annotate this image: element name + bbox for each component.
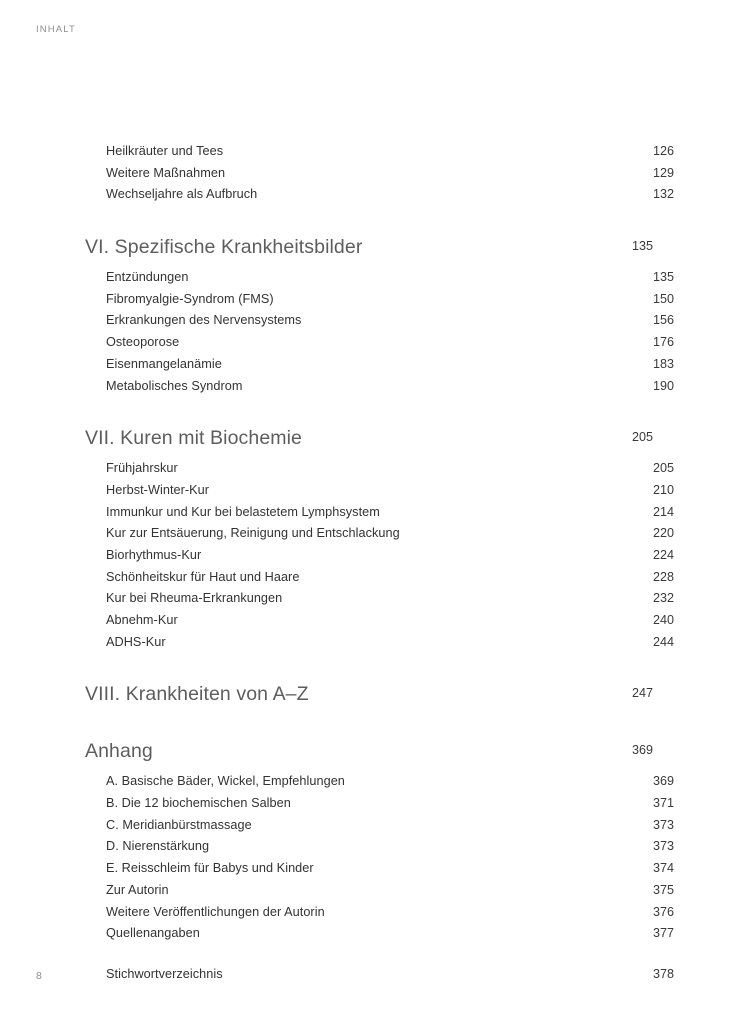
toc-entry-title: Heilkräuter und Tees <box>106 144 224 158</box>
toc-chapter-page-number: 205 <box>631 430 653 445</box>
toc-entry-page-number: 378 <box>652 966 674 981</box>
toc-entry-row[interactable] <box>85 796 674 818</box>
toc-entry-title: Herbst-Winter-Kur <box>106 482 210 497</box>
toc-chapter-row[interactable] <box>85 427 653 457</box>
toc-entry-title: Abnehm-Kur <box>106 613 178 627</box>
toc-entry-row[interactable] <box>85 635 674 657</box>
toc-entry-title: Fibromyalgie-Syndrom (FMS) <box>106 291 274 306</box>
toc-entry-row[interactable] <box>85 861 674 883</box>
toc-entry-page-number: 156 <box>652 313 674 328</box>
toc-entry-title: Weitere Veröffentlichungen der Autorin <box>106 904 325 919</box>
toc-entry-row[interactable] <box>85 313 674 335</box>
toc-entry-row[interactable] <box>85 905 674 927</box>
toc-entry-title: Quellenangaben <box>106 926 200 941</box>
toc-entry-row[interactable] <box>85 839 674 861</box>
toc-entry-row[interactable] <box>85 967 674 989</box>
page-number-folio: 8 <box>36 970 43 982</box>
toc-chapter-page-number: 135 <box>631 239 653 254</box>
toc-entry-page-number: 240 <box>652 613 674 627</box>
toc-entry-page-number: 373 <box>652 817 674 832</box>
toc-entry-page-number: 220 <box>652 526 674 541</box>
toc-entry-title: Schönheitskur für Haut und Haare <box>106 569 300 584</box>
toc-entry-page-number: 183 <box>652 356 674 371</box>
toc-entry-title: Immunkur und Kur bei belastetem Lymphsystem <box>106 504 380 519</box>
toc-entry-title: Stichwortverzeichnis <box>106 966 223 981</box>
toc-entry-page-number: 176 <box>652 335 674 350</box>
toc-chapter-title: VI. Spezifische Krankheitsbilder <box>85 236 363 259</box>
toc-entry-page-number: 224 <box>652 547 674 562</box>
toc-entry-row[interactable] <box>85 292 674 314</box>
toc-entry-title: Erkrankungen des Nervensystems <box>106 313 302 328</box>
toc-entry-row[interactable] <box>85 548 674 570</box>
toc-entry-page-number: 377 <box>652 926 674 941</box>
toc-chapter-page-number: 369 <box>631 743 653 758</box>
toc-entry-title: Frühjahrskur <box>106 461 178 476</box>
toc-entry-title: ADHS-Kur <box>106 634 166 649</box>
toc-entry-title: C. Meridianbürstmassage <box>106 817 252 832</box>
toc-chapter-title: VII. Kuren mit Biochemie <box>85 427 302 450</box>
toc-entry-row[interactable] <box>85 883 674 905</box>
toc-entry-row[interactable] <box>85 483 674 505</box>
toc-entry-page-number: 374 <box>652 861 674 876</box>
toc-entry-title: Biorhythmus-Kur <box>106 547 202 562</box>
toc-entry-page-number: 369 <box>652 774 674 789</box>
toc-entry-row[interactable] <box>85 335 674 357</box>
toc-entry-page-number: 244 <box>652 634 674 649</box>
toc-block-spacer <box>85 209 653 236</box>
toc-block-spacer <box>85 400 653 427</box>
toc-entry-row[interactable] <box>85 570 674 592</box>
toc-entry-page-number: 375 <box>652 882 674 897</box>
toc-entry-page-number: 214 <box>652 504 674 519</box>
toc-entry-page-number: 373 <box>652 839 674 854</box>
toc-entry-row[interactable] <box>85 526 674 548</box>
toc-entry-row[interactable] <box>85 613 674 635</box>
toc-entry-title: Zur Autorin <box>106 882 169 897</box>
toc-entry-row[interactable] <box>85 774 674 796</box>
toc-entry-title: Metabolisches Syndrom <box>106 378 243 393</box>
toc-entry-row[interactable] <box>85 144 674 166</box>
toc-entry-row[interactable] <box>85 926 674 948</box>
toc-chapter-title: VIII. Krankheiten von A–Z <box>85 683 309 706</box>
toc-entry-title: D. Nierenstärkung <box>106 839 210 854</box>
toc-entry-page-number: 129 <box>652 165 674 180</box>
toc-entry-page-number: 210 <box>652 482 674 497</box>
toc-entry-row[interactable] <box>85 505 674 527</box>
toc-block-spacer <box>85 656 653 683</box>
toc-entry-page-number: 150 <box>652 291 674 306</box>
toc-entry-page-number: 135 <box>652 270 674 285</box>
toc-chapter-row[interactable] <box>85 683 653 713</box>
toc-entry-page-number: 232 <box>652 591 674 606</box>
toc-entry-row[interactable] <box>85 818 674 840</box>
toc-entry-page-number: 228 <box>652 569 674 584</box>
toc-entry-title: Kur bei Rheuma-Erkrankungen <box>106 591 283 606</box>
toc-entry-page-number: 126 <box>652 144 674 158</box>
toc-entry-page-number: 376 <box>652 904 674 919</box>
toc-entry-row[interactable] <box>85 461 674 483</box>
toc-block-spacer <box>85 713 653 740</box>
toc-entry-title: B. Die 12 biochemischen Salben <box>106 796 291 811</box>
toc-entry-title: A. Basische Bäder, Wickel, Empfehlungen <box>106 774 345 789</box>
toc-entry-title: Weitere Maßnahmen <box>106 165 226 180</box>
toc-chapter-row[interactable] <box>85 236 653 266</box>
toc-chapter-row[interactable] <box>85 740 653 770</box>
toc-entry-page-number: 190 <box>652 378 674 393</box>
toc-chapter-title: Anhang <box>85 740 153 763</box>
toc-entry-row[interactable] <box>85 270 674 292</box>
toc-entry-title: Eisenmangelanämie <box>106 356 222 371</box>
toc-entry-row[interactable] <box>85 187 674 209</box>
toc-entry-page-number: 371 <box>652 796 674 811</box>
toc-entry-page-number: 205 <box>652 461 674 476</box>
toc-chapter-page-number: 247 <box>631 686 653 701</box>
toc-entry-title: Entzündungen <box>106 270 189 285</box>
toc-entry-title: Osteoporose <box>106 335 180 350</box>
table-of-contents <box>85 144 674 989</box>
toc-entry-title: Kur zur Entsäuerung, Reinigung und Entschlackung <box>106 526 400 541</box>
toc-entry-page-number: 132 <box>652 187 674 202</box>
toc-entry-row[interactable] <box>85 591 674 613</box>
toc-entry-row[interactable] <box>85 166 674 188</box>
toc-entry-title: Wechseljahre als Aufbruch <box>106 187 258 202</box>
running-header: INHALT <box>36 24 76 35</box>
toc-entry-title: E. Reisschleim für Babys und Kinder <box>106 861 314 876</box>
toc-index-spacer <box>85 948 653 967</box>
toc-entry-row[interactable] <box>85 379 674 401</box>
toc-entry-row[interactable] <box>85 357 674 379</box>
